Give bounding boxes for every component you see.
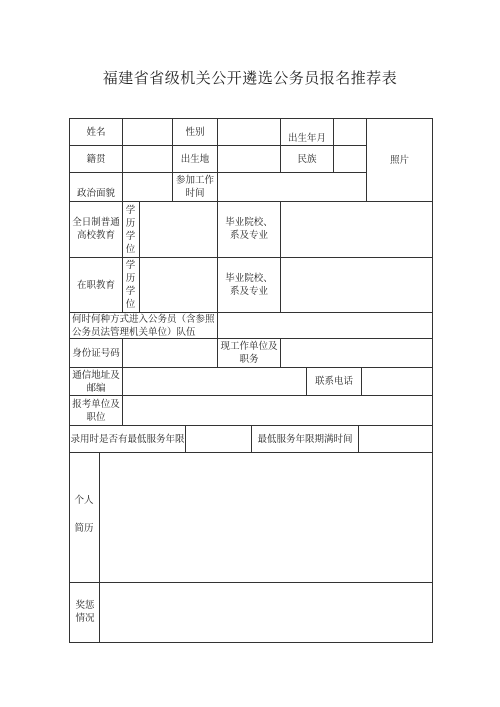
label-fulltime-edu: 全日制普通高校教育	[72, 217, 120, 241]
apply-unit-field[interactable]	[123, 396, 432, 425]
label-address: 通信地址及邮编	[72, 369, 120, 394]
birthplace-field[interactable]	[218, 146, 280, 172]
grid-line	[217, 338, 218, 367]
min-service-field[interactable]	[186, 426, 251, 452]
fulltime-school-field[interactable]	[281, 202, 432, 257]
grid-line	[122, 201, 123, 312]
label-name: 姓名	[86, 126, 106, 138]
inservice-degree-field[interactable]	[140, 258, 217, 312]
label-resume: 个人简历	[74, 495, 94, 534]
address-field[interactable]	[123, 368, 306, 395]
grid-line	[432, 118, 433, 643]
grid-line	[172, 172, 173, 201]
form-title: 福建省省级机关公开遴选公务员报名推荐表	[102, 69, 398, 87]
phone-field[interactable]	[362, 368, 432, 395]
grid-line	[217, 201, 218, 312]
native-field[interactable]	[123, 146, 172, 172]
label-inservice-edu: 在职教育	[76, 279, 115, 291]
grid-line	[69, 642, 433, 643]
label-apply-unit: 报考单位及职位	[72, 398, 120, 423]
birth-field[interactable]	[334, 119, 366, 145]
id-number-field[interactable]	[123, 339, 217, 367]
entry-method-field[interactable]	[218, 313, 432, 338]
label-birth: 出生年月	[287, 132, 326, 144]
label-min-service-expiry: 最低服务年限期满时间	[257, 433, 353, 445]
label-work-start: 参加工作时间	[175, 175, 214, 199]
political-field[interactable]	[123, 173, 172, 201]
label-school-1: 毕业院校、系及专业	[225, 217, 273, 241]
label-birthplace: 出生地	[180, 153, 210, 165]
label-degree-2: 学历学位	[125, 260, 136, 310]
fulltime-degree-field[interactable]	[140, 202, 217, 257]
label-phone: 联系电话	[314, 376, 353, 387]
label-political: 政治面貌	[76, 188, 115, 199]
awards-field[interactable]	[100, 583, 432, 642]
current-unit-field[interactable]	[281, 339, 432, 367]
label-id-number: 身份证号码	[72, 347, 120, 359]
inservice-school-field[interactable]	[281, 258, 432, 312]
gender-field[interactable]	[218, 119, 280, 145]
label-current-unit: 现工作单位及职务	[220, 341, 278, 365]
work-start-field[interactable]	[218, 173, 366, 201]
label-min-service: 录用时是否有最低服务年限	[70, 433, 185, 445]
label-awards: 奖惩情况	[75, 600, 95, 624]
resume-field[interactable]	[100, 453, 432, 582]
min-service-expiry-field[interactable]	[359, 426, 432, 452]
label-school-2: 毕业院校、系及专业	[225, 273, 273, 297]
name-field[interactable]	[123, 119, 172, 145]
label-entry-method: 何时何种方式进入公务员（含参照公务员法管理机关单位）队伍	[72, 313, 215, 338]
label-degree-1: 学历学位	[125, 204, 136, 255]
label-gender: 性别	[185, 126, 205, 138]
label-ethnic: 民族	[297, 153, 317, 165]
ethnic-field[interactable]	[334, 146, 366, 172]
label-photo: 照片	[389, 154, 409, 166]
label-native: 籍贯	[86, 153, 106, 165]
